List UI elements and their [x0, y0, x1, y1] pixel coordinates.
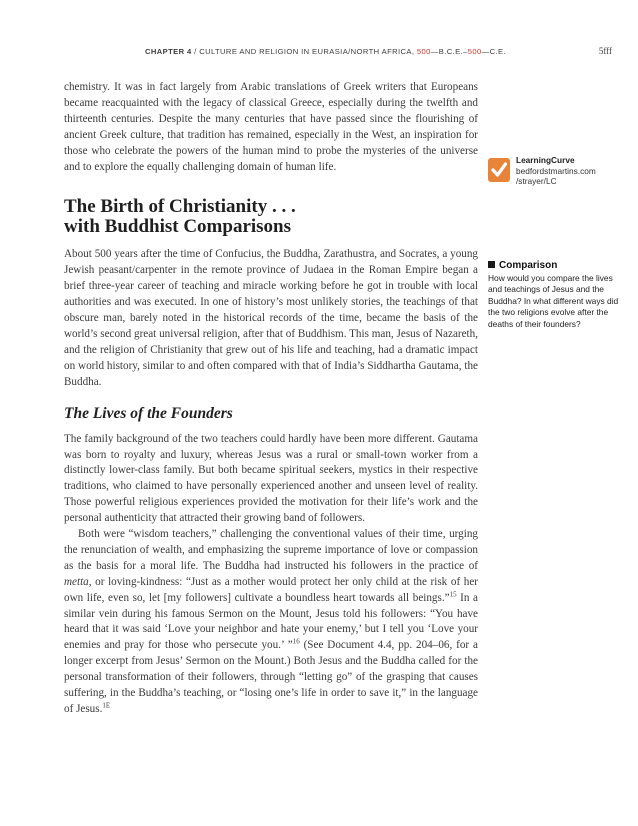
lives-paragraph-1: The family background of the two teachers could hardly have been more different. Gautama was born to royalty and luxury, whereas Jesus was a rural or small-town worker from a distinctly lower-class family. But both became spiritual seekers, mystics in their respective traditions, who claimed to have personally experienced another and unseen level of reality. Those powerful religious experiences provided the motivation for their life’s work and the personal authenticity that attracted their growing band of followers.: [64, 432, 478, 525]
learningcurve-title: LearningCurve: [516, 155, 575, 165]
chapter-title: CULTURE AND RELIGION IN EURASIA/NORTH AFRICA,: [199, 47, 415, 56]
lives-p2-part-d: (See Document 4.4, pp. 204–06, for a longer excerpt from Jesus’ Sermon on the Mount.) Both Jesus and the Buddha called for the personal transformation of their followers, through “letting go” of the grasping that causes suffering, in the Buddha’s teaching, or “losing one’s life in order to save it,” in the language of Jesus.: [64, 639, 478, 715]
section-heading-line-2: with Buddhist Comparisons: [64, 216, 292, 238]
page-number: 5fff: [598, 46, 612, 56]
head-separator: /: [194, 47, 197, 56]
learningcurve-url-line-1[interactable]: bedfordstmartins.com: [516, 165, 596, 176]
footnote-ref-1e[interactable]: 1E: [102, 701, 111, 710]
subsection-heading-lives: The Lives of the Founders: [64, 404, 233, 422]
lives-p2-part-c: In a similar vein during his famous Sermon on the Mount, Jesus told his followers: “You have heard that it was said ‘Love your neighbor and hate your enemy,’ but I tell you ‘Love your enemies and pray for those who persecute you.’ ”: [64, 591, 479, 652]
learningcurve-text: [516, 155, 596, 187]
chapter-label: CHAPTER 4: [145, 47, 192, 56]
footnote-ref-15[interactable]: 15: [449, 589, 457, 598]
date-end: 500: [467, 47, 482, 56]
intro-paragraph: chemistry. It was in fact largely from Arabic translations of Greek writers that Europeans became reacquainted with the legacy of classical Greece, especially during the twelfth and thirteenth centuries. Despite the many centuries that have passed since the flourishing of ancient Greek culture, that tradition has remained, especially in the West, an inspiration for those who celebrate the powers of the human mind to probe the mysteries of the universe and to explore the equally challenging domain of human life.: [64, 81, 478, 173]
lives-p2-part-a: Both were “wisdom teachers,” challenging the conventional values of their time, urging the renunciation of wealth, and emphasizing the supreme importance of love or compassion as the basis for a moral life. The Buddha had instructed his followers in the practice of: [64, 528, 478, 572]
comparison-margin-question: [488, 259, 624, 330]
square-bullet-icon: [488, 261, 495, 268]
footnote-ref-16[interactable]: 16: [292, 637, 300, 646]
date-start: 500: [416, 47, 431, 56]
section-heading-line-1: The Birth of Christianity . . .: [64, 196, 296, 218]
comparison-question-text: How would you compare the lives and teachings of Jesus and the Buddha? In what different ways did the two religions evolve after the deaths of their founders?: [488, 273, 619, 329]
main-text-column: [64, 80, 478, 718]
running-head-title: [145, 47, 506, 56]
learningcurve-callout[interactable]: [488, 155, 628, 195]
comparison-heading: [488, 259, 624, 272]
checkmark-icon: [488, 158, 510, 182]
head-dash-1: —: [430, 47, 439, 56]
head-dash-2: —: [481, 47, 490, 56]
lives-paragraph-2: [64, 527, 478, 718]
era-ce: C.E.: [489, 47, 506, 56]
section-heading-birth: [64, 197, 478, 237]
lives-p2-part-b: , or loving-kindness: “Just as a mother would protect her only child at the risk of her own life, even so, let [my followers] cultivate a boundless heart towards all beings.”: [64, 575, 478, 604]
comparison-label: Comparison: [499, 260, 558, 271]
era-bce: B.C.E.–: [438, 47, 468, 56]
learningcurve-url-line-2[interactable]: /strayer/LC: [516, 176, 557, 186]
term-metta: metta: [64, 575, 89, 588]
running-head: [0, 44, 638, 60]
birth-paragraph: About 500 years after the time of Confucius, the Buddha, Zarathustra, and Socrates, a young Jewish peasant/carpenter in the remote province of Judaea in the Roman Empire began a brief three-year career of teaching and miracle working before he got in trouble with local authorities and was executed. In one of history’s most unlikely stories, the teachings of that obscure man, barely noted in the historical records of the time, became the basis of the world’s second great universal religion, after that of Buddhism. This man, Jesus of Nazareth, and the religion of Christianity that grew out of his life and teaching, had a dramatic impact on world history, similar to and often compared with that of India’s Siddhartha Gautama, the Buddha.: [64, 248, 478, 388]
